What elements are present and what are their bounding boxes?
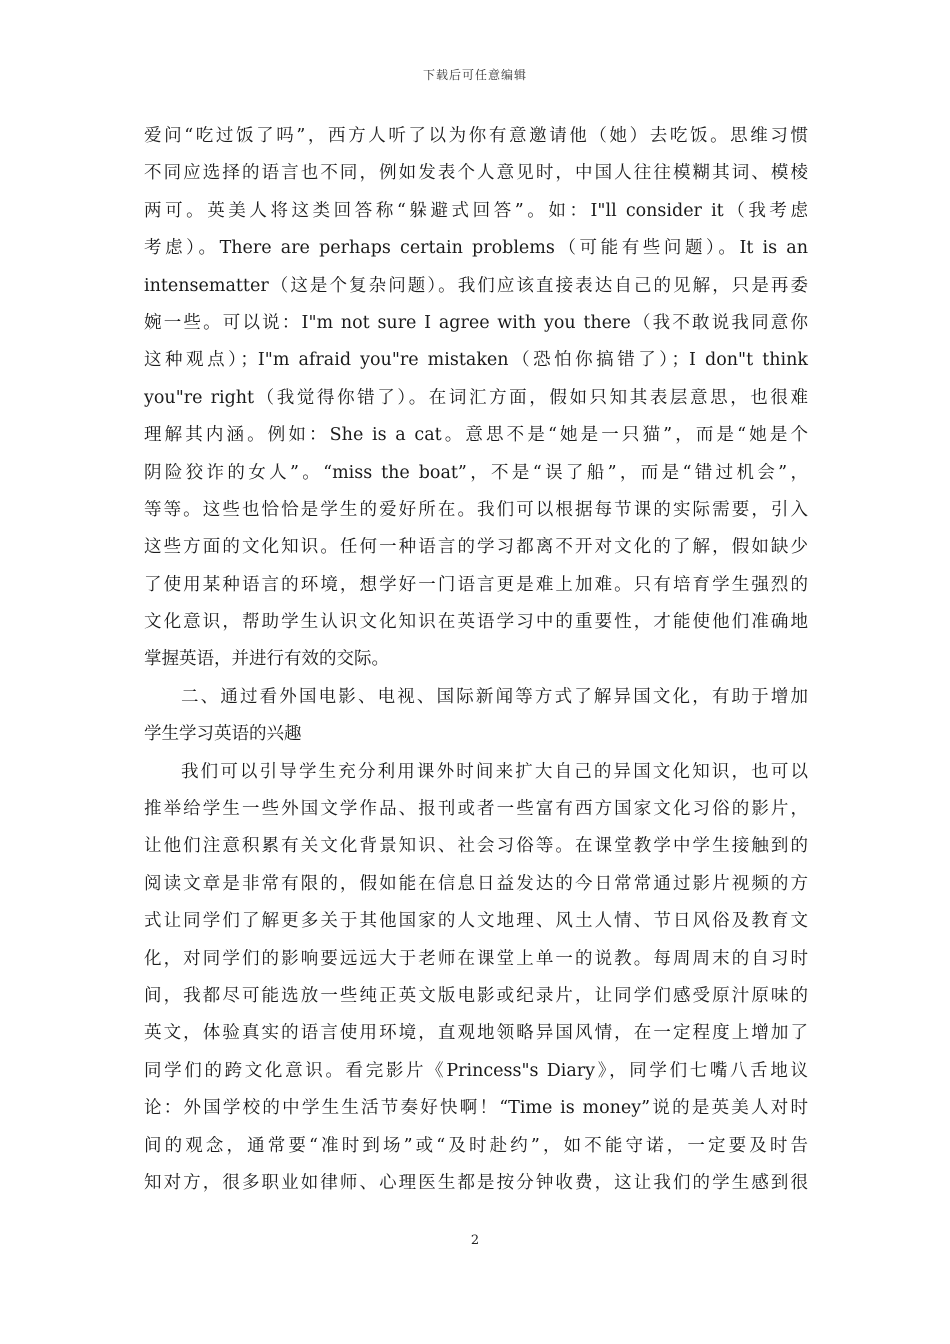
text-line: intensematter（这是个复杂问题）。我们应该直接表达自己的见解，只是再委 — [144, 275, 808, 296]
text-line: 我们可以引导学生充分利用课外时间来扩大自己的异国文化知识，也可以 — [181, 761, 808, 782]
text-line: 化，对同学们的影响要远远大于老师在课堂上单一的说教。每周周末的自习时 — [144, 948, 808, 969]
text-line: 让他们注意积累有关文化背景知识、社会习俗等。在课堂教学中学生接触到的 — [144, 836, 808, 857]
text-line: 知对方，很多职业如律师、心理医生都是按分钟收费，这让我们的学生感到很 — [144, 1172, 808, 1193]
text-line: 等等。这些也恰恰是学生的爱好所在。我们可以根据每节课的实际需要，引入 — [144, 499, 808, 520]
text-line: 推举给学生一些外国文学作品、报刊或者一些富有西方国家文化习俗的影片， — [144, 799, 808, 820]
text-line: 英文，体验真实的语言使用环境，直观地领略异国风情，在一定程度上增加了 — [144, 1023, 808, 1044]
text-line: 间的观念，通常要“准时到场”或“及时赴约”，如不能守诺，一定要及时告 — [144, 1135, 808, 1156]
text-line: 阅读文章是非常有限的，假如能在信息日益发达的今日常常通过影片视频的方 — [144, 873, 808, 894]
text-line: 阴险狡诈的女人”。“miss the boat”，不是“误了船”，而是“错过机会”， — [144, 462, 808, 483]
text-line: 两可。英美人将这类回答称“躲避式回答”。如：I"ll consider it（我考虑 — [144, 200, 808, 221]
page-header: 下载后可任意编辑 — [422, 68, 527, 82]
text-line: 这种观点）；I"m afraid you"re mistaken（恐怕你搞错了）；I don"t think — [144, 350, 808, 371]
text-line: 爱问“吃过饭了吗”，西方人听了以为你有意邀请他（她）去吃饭。思维习惯 — [144, 126, 808, 146]
document-body — [144, 118, 808, 1202]
text-line: 这些方面的文化知识。任何一种语言的学习都离不开对文化的了解，假如缺少 — [144, 537, 808, 558]
text-line: 式让同学们了解更多关于其他国家的人文地理、风土人情、节日风俗及教育文 — [144, 911, 808, 932]
text-line: 考虑）。There are perhaps certain problems（可能有些问题）。It is an — [144, 238, 808, 259]
text-line: 间，我都尽可能选放一些纯正英文版电影或纪录片，让同学们感受原汁原味的 — [144, 985, 808, 1006]
section-heading-line: 二、通过看外国电影、电视、国际新闻等方式了解异国文化，有助于增加 — [181, 686, 808, 707]
text-line: 文化意识，帮助学生认识文化知识在英语学习中的重要性，才能使他们准确地 — [144, 612, 808, 633]
text-line: you"re right（我觉得你错了）。在词汇方面，假如只知其表层意思，也很难 — [144, 387, 808, 408]
text-line: 不同应选择的语言也不同，例如发表个人意见时，中国人往往模糊其词、模棱 — [144, 163, 808, 184]
text-line: 理解其内涵。例如：She is a cat。意思不是“她是一只猫”，而是“她是个 — [144, 425, 808, 446]
text-line: 掌握英语，并进行有效的交际。 — [144, 649, 389, 670]
text-line: 婉一些。可以说：I"m not sure I agree with you there（我不敢说我同意你 — [144, 312, 808, 333]
page-number: 2 — [470, 1233, 480, 1248]
section-heading-line: 学生学习英语的兴趣 — [144, 724, 302, 745]
text-line: 论：外国学校的中学生生活节奏好快啊！“Time is money”说的是英美人对时 — [144, 1098, 808, 1119]
text-line: 同学们的跨文化意识。看完影片《Princess"s Diary》，同学们七嘴八舌地议 — [144, 1060, 808, 1081]
text-line: 了使用某种语言的环境，想学好一门语言更是难上加难。只有培育学生强烈的 — [144, 574, 808, 595]
